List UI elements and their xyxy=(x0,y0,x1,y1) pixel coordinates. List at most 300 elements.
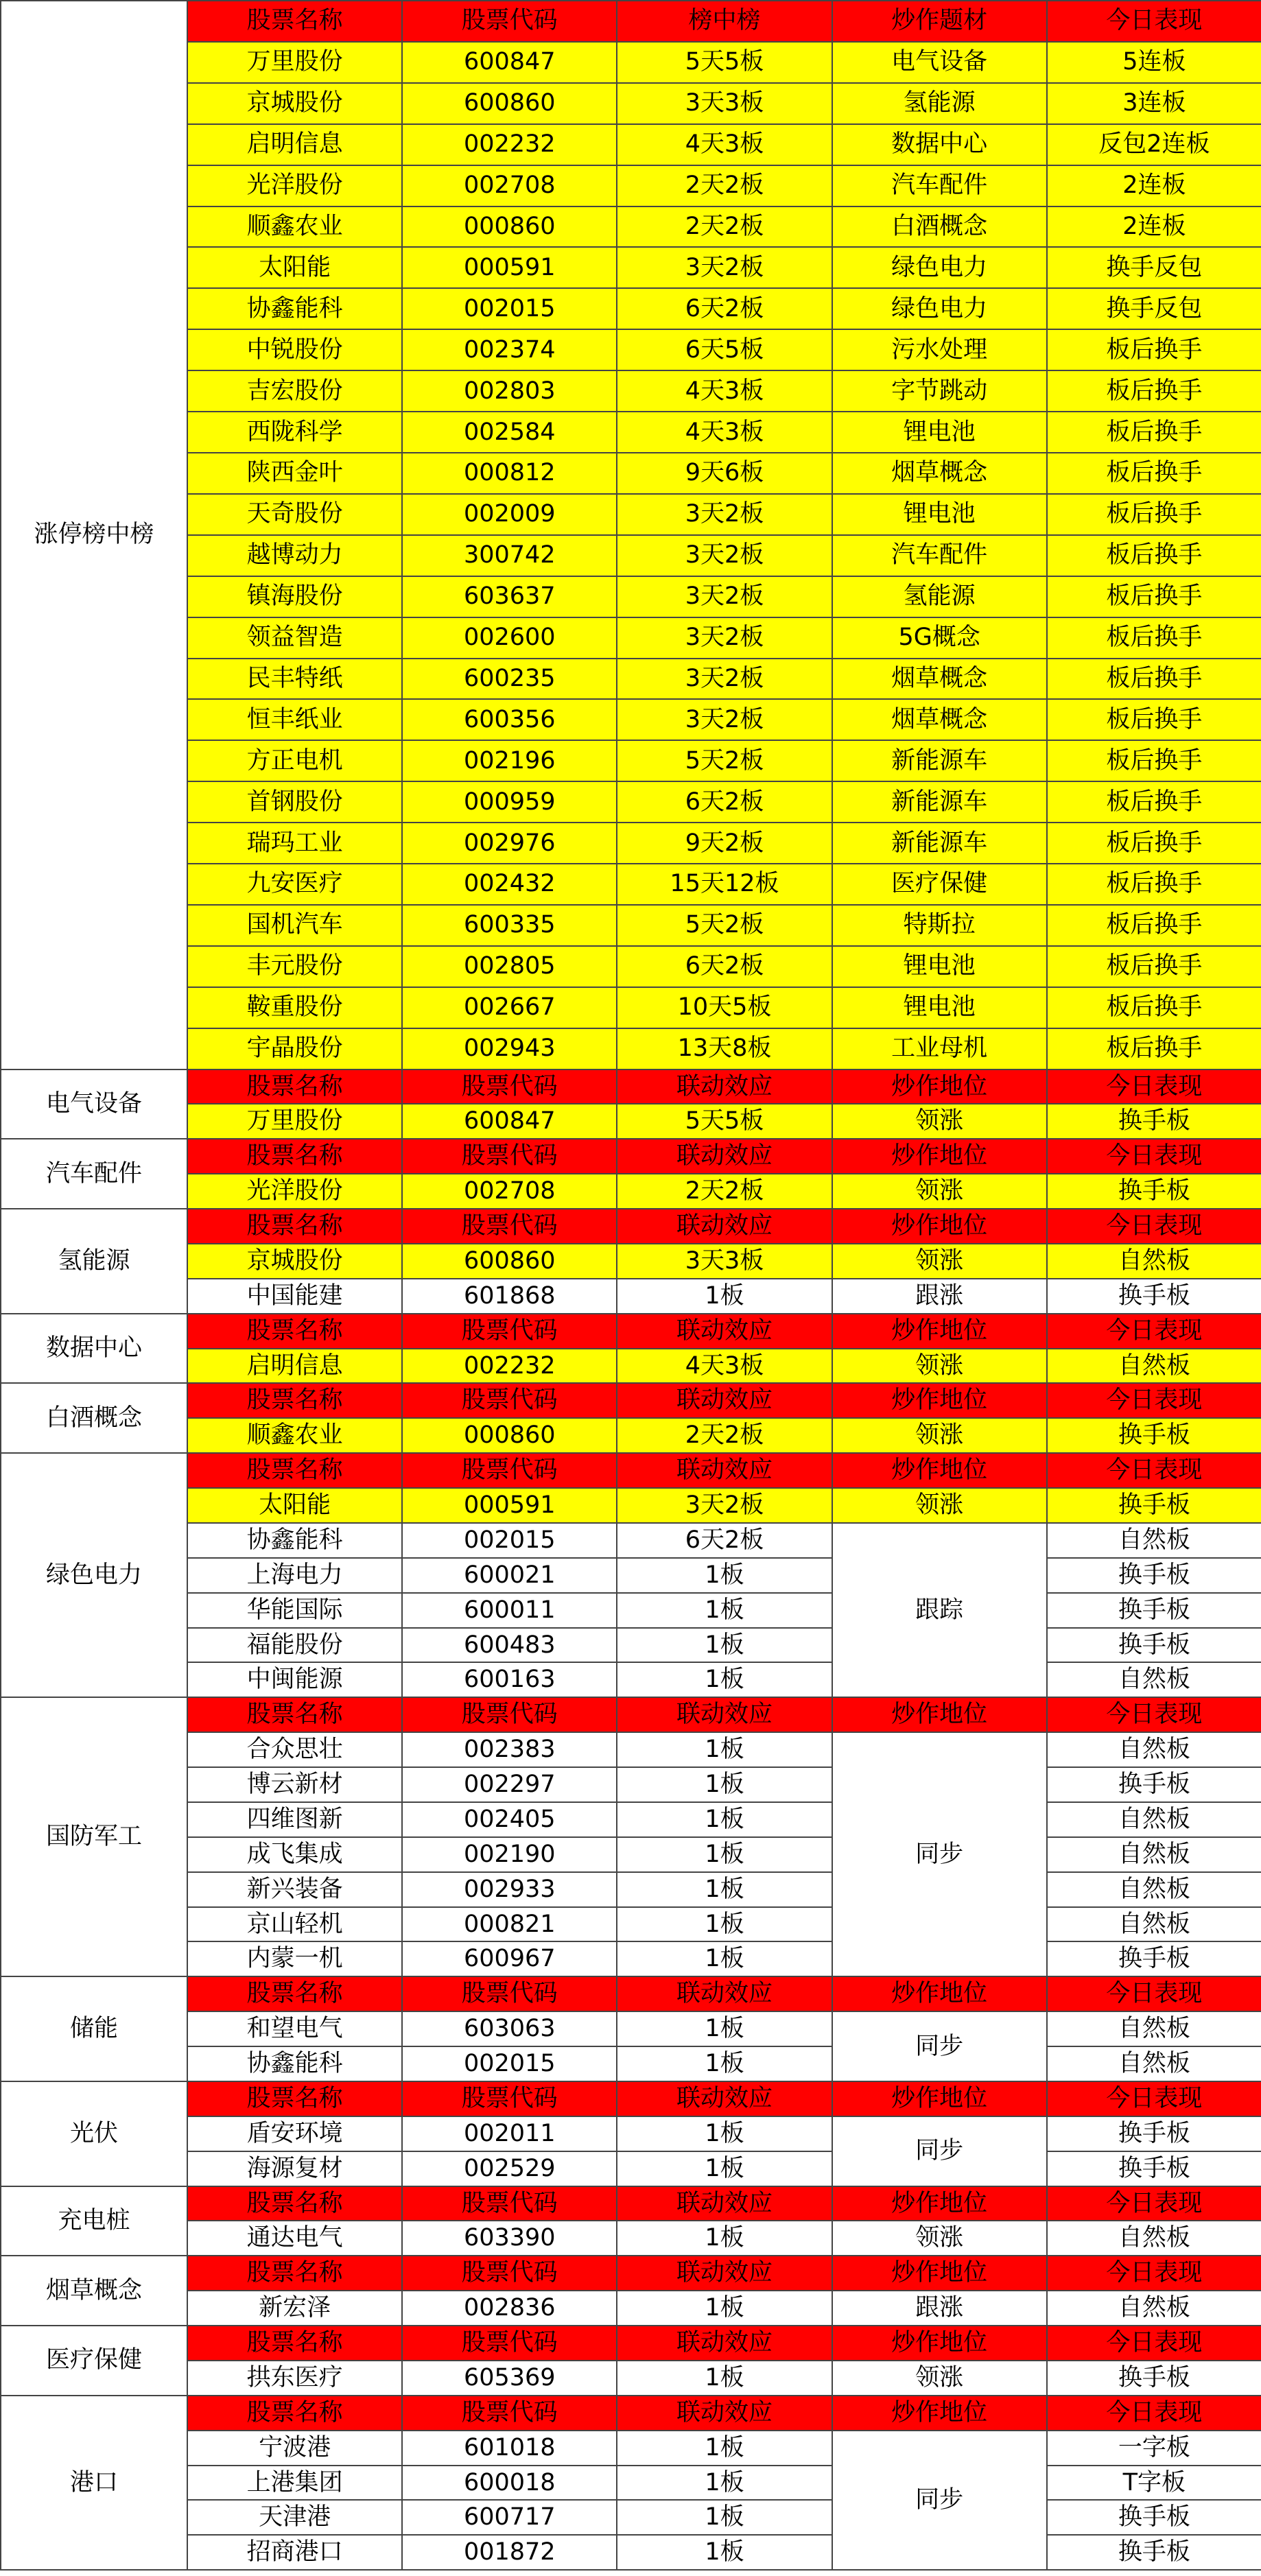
link-cell: 1板 xyxy=(617,2535,832,2570)
status-cell: 跟踪 xyxy=(832,1523,1047,1697)
status-cell: 领涨 xyxy=(832,1418,1047,1453)
link-cell: 6天2板 xyxy=(617,288,832,329)
today-cell: 板后换手 xyxy=(1047,781,1261,823)
link-cell: 3天2板 xyxy=(617,247,832,288)
stock-name-cell: 九安医疗 xyxy=(187,864,402,905)
today-cell: 自然板 xyxy=(1047,2046,1261,2081)
today-cell: 自然板 xyxy=(1047,1872,1261,1907)
stock-code-cell: 002009 xyxy=(402,494,617,535)
today-cell: 换手反包 xyxy=(1047,288,1261,329)
stock-name-cell: 启明信息 xyxy=(187,124,402,165)
stock-name-cell: 吉宏股份 xyxy=(187,370,402,412)
today-cell: 换手板 xyxy=(1047,2500,1261,2535)
stock-code-cell: 600847 xyxy=(402,1104,617,1139)
stock-code-cell: 603390 xyxy=(402,2221,617,2256)
sector-header-cell: 联动效应 xyxy=(617,1070,832,1104)
link-cell: 1板 xyxy=(617,2361,832,2396)
link-cell: 3天2板 xyxy=(617,1488,832,1523)
link-cell: 1板 xyxy=(617,2221,832,2256)
stock-code-cell: 300742 xyxy=(402,535,617,576)
sector-header-row xyxy=(1,1976,1261,2011)
today-cell: 换手板 xyxy=(1047,1418,1261,1453)
table-row xyxy=(1,1628,1261,1663)
table-row xyxy=(1,124,1261,165)
stock-code-cell: 600021 xyxy=(402,1558,617,1593)
table-row xyxy=(1,781,1261,823)
table-row xyxy=(1,412,1261,453)
stock-name-cell: 京城股份 xyxy=(187,1244,402,1279)
today-cell: 换手板 xyxy=(1047,1174,1261,1209)
table-row xyxy=(1,2046,1261,2081)
stock-name-cell: 博云新材 xyxy=(187,1767,402,1802)
link-cell: 1板 xyxy=(617,1907,832,1942)
stock-name-cell: 丰元股份 xyxy=(187,946,402,987)
link-cell: 1板 xyxy=(617,1593,832,1628)
sector-header-row xyxy=(1,1314,1261,1349)
table-row xyxy=(1,370,1261,412)
today-cell: 自然板 xyxy=(1047,1907,1261,1942)
stock-code-cell: 002708 xyxy=(402,1174,617,1209)
stock-name-cell: 招商港口 xyxy=(187,2535,402,2570)
today-cell: 5连板 xyxy=(1047,42,1261,83)
stock-code-cell: 002015 xyxy=(402,288,617,329)
stock-name-cell: 合众思壮 xyxy=(187,1732,402,1767)
stock-code-cell: 600163 xyxy=(402,1662,617,1697)
stock-code-cell: 002667 xyxy=(402,987,617,1028)
stock-name-cell: 鞍重股份 xyxy=(187,987,402,1028)
status-cell: 锂电池 xyxy=(832,987,1047,1028)
sector-header-cell: 今日表现 xyxy=(1047,2326,1261,2361)
table-row xyxy=(1,535,1261,576)
status-cell: 同步 xyxy=(832,2116,1047,2186)
table-row xyxy=(1,1279,1261,1314)
group-label: 充电桩 xyxy=(1,2186,187,2256)
sector-header-cell: 股票代码 xyxy=(402,1209,617,1244)
link-cell: 6天5板 xyxy=(617,329,832,370)
header-stock-code: 股票代码 xyxy=(402,1,617,42)
table-row xyxy=(1,617,1261,659)
status-cell: 字节跳动 xyxy=(832,370,1047,412)
stock-name-cell: 福能股份 xyxy=(187,1628,402,1663)
status-cell: 烟草概念 xyxy=(832,699,1047,740)
stock-name-cell: 太阳能 xyxy=(187,1488,402,1523)
sector-header-cell: 股票代码 xyxy=(402,1139,617,1174)
sector-header-cell: 今日表现 xyxy=(1047,1314,1261,1349)
stock-code-cell: 002803 xyxy=(402,370,617,412)
table-row xyxy=(1,2500,1261,2535)
stock-code-cell: 600018 xyxy=(402,2466,617,2501)
today-cell: 自然板 xyxy=(1047,1837,1261,1872)
sector-header-cell: 股票名称 xyxy=(187,1697,402,1732)
table-row xyxy=(1,1104,1261,1139)
link-cell: 5天2板 xyxy=(617,740,832,781)
link-cell: 3天2板 xyxy=(617,494,832,535)
group-label: 绿色电力 xyxy=(1,1453,187,1697)
stock-name-cell: 宁波港 xyxy=(187,2431,402,2466)
group-label: 港口 xyxy=(1,2396,187,2570)
sector-header-cell: 股票代码 xyxy=(402,2396,617,2431)
stock-code-cell: 002600 xyxy=(402,617,617,659)
sector-header-cell: 今日表现 xyxy=(1047,2186,1261,2221)
sector-header-cell: 炒作地位 xyxy=(832,1070,1047,1104)
sector-header-cell: 今日表现 xyxy=(1047,1070,1261,1104)
sector-header-row xyxy=(1,2186,1261,2221)
sector-header-cell: 联动效应 xyxy=(617,1383,832,1418)
status-cell: 氢能源 xyxy=(832,576,1047,617)
stock-code-cell: 002708 xyxy=(402,165,617,206)
stock-code-cell: 002374 xyxy=(402,329,617,370)
today-cell: T字板 xyxy=(1047,2466,1261,2501)
status-cell: 同步 xyxy=(832,2011,1047,2081)
status-cell: 领涨 xyxy=(832,1104,1047,1139)
stock-name-cell: 恒丰纸业 xyxy=(187,699,402,740)
stock-name-cell: 华能国际 xyxy=(187,1593,402,1628)
stock-name-cell: 四维图新 xyxy=(187,1802,402,1837)
stock-name-cell: 协鑫能科 xyxy=(187,2046,402,2081)
sector-header-cell: 今日表现 xyxy=(1047,1139,1261,1174)
stock-name-cell: 国机汽车 xyxy=(187,905,402,946)
status-cell: 锂电池 xyxy=(832,946,1047,987)
header-today: 今日表现 xyxy=(1047,1,1261,42)
table-row xyxy=(1,1662,1261,1697)
stock-name-cell: 天津港 xyxy=(187,2500,402,2535)
link-cell: 3天3板 xyxy=(617,1244,832,1279)
today-cell: 自然板 xyxy=(1047,2291,1261,2326)
stock-name-cell: 协鑫能科 xyxy=(187,1523,402,1558)
stock-code-cell: 002015 xyxy=(402,2046,617,2081)
sector-header-cell: 炒作地位 xyxy=(832,1314,1047,1349)
sector-header-cell: 股票代码 xyxy=(402,2186,617,2221)
today-cell: 2连板 xyxy=(1047,206,1261,248)
link-cell: 1板 xyxy=(617,1802,832,1837)
stock-name-cell: 宇晶股份 xyxy=(187,1028,402,1070)
stock-code-cell: 002836 xyxy=(402,2291,617,2326)
stock-code-cell: 601868 xyxy=(402,1279,617,1314)
table-row xyxy=(1,699,1261,740)
table-row xyxy=(1,494,1261,535)
sector-header-cell: 股票代码 xyxy=(402,2326,617,2361)
sector-header-cell: 联动效应 xyxy=(617,2256,832,2291)
status-cell: 绿色电力 xyxy=(832,247,1047,288)
link-cell: 4天3板 xyxy=(617,124,832,165)
link-cell: 4天3板 xyxy=(617,412,832,453)
sector-header-cell: 股票名称 xyxy=(187,1070,402,1104)
stock-code-cell: 000860 xyxy=(402,206,617,248)
stock-code-cell: 600860 xyxy=(402,1244,617,1279)
header-stock-name: 股票名称 xyxy=(187,1,402,42)
stock-code-cell: 002011 xyxy=(402,2116,617,2151)
status-cell: 医疗保健 xyxy=(832,864,1047,905)
today-cell: 自然板 xyxy=(1047,2221,1261,2256)
group-label: 白酒概念 xyxy=(1,1383,187,1453)
sector-header-cell: 今日表现 xyxy=(1047,2396,1261,2431)
link-cell: 4天3板 xyxy=(617,1349,832,1384)
table-row xyxy=(1,1558,1261,1593)
sector-header-cell: 股票名称 xyxy=(187,2081,402,2116)
today-cell: 换手板 xyxy=(1047,1279,1261,1314)
today-cell: 板后换手 xyxy=(1047,617,1261,659)
sector-header-cell: 股票名称 xyxy=(187,1976,402,2011)
stock-name-cell: 瑞玛工业 xyxy=(187,823,402,864)
sector-header-cell: 股票代码 xyxy=(402,1383,617,1418)
sector-header-cell: 股票代码 xyxy=(402,1314,617,1349)
today-cell: 换手板 xyxy=(1047,1558,1261,1593)
stock-code-cell: 000591 xyxy=(402,1488,617,1523)
sector-header-cell: 炒作地位 xyxy=(832,2186,1047,2221)
group-label: 国防军工 xyxy=(1,1697,187,1976)
table-row xyxy=(1,1028,1261,1070)
stock-code-cell: 603637 xyxy=(402,576,617,617)
link-cell: 3天2板 xyxy=(617,699,832,740)
stock-code-cell: 002383 xyxy=(402,1732,617,1767)
sector-header-cell: 炒作地位 xyxy=(832,1209,1047,1244)
stock-code-cell: 002232 xyxy=(402,124,617,165)
today-cell: 板后换手 xyxy=(1047,823,1261,864)
sector-header-cell: 联动效应 xyxy=(617,1697,832,1732)
table-row xyxy=(1,864,1261,905)
table-row xyxy=(1,2221,1261,2256)
group-label: 数据中心 xyxy=(1,1314,187,1384)
sector-header-cell: 股票名称 xyxy=(187,2186,402,2221)
stock-name-cell: 京城股份 xyxy=(187,83,402,124)
stock-code-cell: 600967 xyxy=(402,1941,617,1976)
stock-name-cell: 首钢股份 xyxy=(187,781,402,823)
today-cell: 换手板 xyxy=(1047,1104,1261,1139)
table-row xyxy=(1,2011,1261,2046)
today-cell: 换手板 xyxy=(1047,1941,1261,1976)
sector-header-cell: 股票名称 xyxy=(187,1139,402,1174)
stock-code-cell: 001872 xyxy=(402,2535,617,2570)
sector-header-cell: 联动效应 xyxy=(617,1453,832,1488)
today-cell: 板后换手 xyxy=(1047,699,1261,740)
link-cell: 3天2板 xyxy=(617,617,832,659)
sector-header-row xyxy=(1,2081,1261,2116)
group-label: 氢能源 xyxy=(1,1209,187,1314)
sector-header-cell: 股票名称 xyxy=(187,2256,402,2291)
status-cell: 特斯拉 xyxy=(832,905,1047,946)
sector-header-cell: 联动效应 xyxy=(617,2081,832,2116)
stock-name-cell: 越博动力 xyxy=(187,535,402,576)
today-cell: 自然板 xyxy=(1047,1523,1261,1558)
status-cell: 烟草概念 xyxy=(832,659,1047,700)
sector-header-cell: 炒作地位 xyxy=(832,1697,1047,1732)
status-cell: 领涨 xyxy=(832,1174,1047,1209)
table-body xyxy=(1,1,1261,2570)
table-row xyxy=(1,1767,1261,1802)
sector-header-row xyxy=(1,1453,1261,1488)
sector-header-cell: 股票代码 xyxy=(402,1453,617,1488)
today-cell: 自然板 xyxy=(1047,1662,1261,1697)
table-row xyxy=(1,1802,1261,1837)
status-cell: 锂电池 xyxy=(832,494,1047,535)
link-cell: 3天2板 xyxy=(617,535,832,576)
stock-code-cell: 600483 xyxy=(402,1628,617,1663)
sector-header-cell: 炒作地位 xyxy=(832,2326,1047,2361)
stock-code-cell: 000959 xyxy=(402,781,617,823)
sector-header-cell: 联动效应 xyxy=(617,1139,832,1174)
table-row xyxy=(1,1244,1261,1279)
sector-header-cell: 联动效应 xyxy=(617,2326,832,2361)
table-row xyxy=(1,2466,1261,2501)
link-cell: 1板 xyxy=(617,1662,832,1697)
today-cell: 板后换手 xyxy=(1047,412,1261,453)
today-cell: 板后换手 xyxy=(1047,1028,1261,1070)
link-cell: 13天8板 xyxy=(617,1028,832,1070)
sector-header-cell: 今日表现 xyxy=(1047,1383,1261,1418)
sector-header-cell: 炒作地位 xyxy=(832,1453,1047,1488)
link-cell: 2天2板 xyxy=(617,165,832,206)
stock-code-cell: 002232 xyxy=(402,1349,617,1384)
sector-header-cell: 股票名称 xyxy=(187,1453,402,1488)
today-cell: 一字板 xyxy=(1047,2431,1261,2466)
stock-code-cell: 600235 xyxy=(402,659,617,700)
sector-header-cell: 股票名称 xyxy=(187,1209,402,1244)
table-row xyxy=(1,1907,1261,1942)
stock-code-cell: 600356 xyxy=(402,699,617,740)
sector-header-cell: 股票名称 xyxy=(187,2326,402,2361)
link-cell: 1板 xyxy=(617,2500,832,2535)
stock-name-cell: 光洋股份 xyxy=(187,1174,402,1209)
table-row xyxy=(1,2151,1261,2186)
today-cell: 板后换手 xyxy=(1047,329,1261,370)
status-cell: 工业母机 xyxy=(832,1028,1047,1070)
today-cell: 板后换手 xyxy=(1047,370,1261,412)
sector-header-cell: 今日表现 xyxy=(1047,1209,1261,1244)
table-row xyxy=(1,1837,1261,1872)
link-cell: 1板 xyxy=(617,2046,832,2081)
stock-name-cell: 启明信息 xyxy=(187,1349,402,1384)
sector-header-cell: 股票名称 xyxy=(187,1383,402,1418)
stock-name-cell: 西陇科学 xyxy=(187,412,402,453)
stock-code-cell: 600717 xyxy=(402,2500,617,2535)
status-cell: 跟涨 xyxy=(832,2291,1047,2326)
sector-header-row xyxy=(1,1209,1261,1244)
link-cell: 1板 xyxy=(617,1767,832,1802)
today-cell: 板后换手 xyxy=(1047,659,1261,700)
stock-name-cell: 镇海股份 xyxy=(187,576,402,617)
link-cell: 1板 xyxy=(617,2431,832,2466)
today-cell: 换手板 xyxy=(1047,1767,1261,1802)
stock-name-cell: 太阳能 xyxy=(187,247,402,288)
table-row xyxy=(1,987,1261,1028)
link-cell: 1板 xyxy=(617,1628,832,1663)
stock-code-cell: 600011 xyxy=(402,1593,617,1628)
table-row xyxy=(1,42,1261,83)
stock-name-cell: 内蒙一机 xyxy=(187,1941,402,1976)
link-cell: 1板 xyxy=(617,2291,832,2326)
stock-name-cell: 中闽能源 xyxy=(187,1662,402,1697)
today-cell: 自然板 xyxy=(1047,1732,1261,1767)
group-label: 医疗保健 xyxy=(1,2326,187,2396)
link-cell: 9天2板 xyxy=(617,823,832,864)
sector-header-cell: 股票代码 xyxy=(402,2256,617,2291)
today-cell: 板后换手 xyxy=(1047,535,1261,576)
sector-header-cell: 今日表现 xyxy=(1047,2081,1261,2116)
status-cell: 汽车配件 xyxy=(832,535,1047,576)
stock-code-cell: 000821 xyxy=(402,1907,617,1942)
table-row xyxy=(1,1732,1261,1767)
sector-header-row xyxy=(1,1139,1261,1174)
today-cell: 换手板 xyxy=(1047,2361,1261,2396)
today-cell: 换手板 xyxy=(1047,2535,1261,2570)
link-cell: 3天2板 xyxy=(617,576,832,617)
stock-name-cell: 新兴装备 xyxy=(187,1872,402,1907)
stock-code-cell: 002190 xyxy=(402,1837,617,1872)
sector-header-cell: 炒作地位 xyxy=(832,1139,1047,1174)
table-row xyxy=(1,1593,1261,1628)
today-cell: 2连板 xyxy=(1047,165,1261,206)
sector-header-row xyxy=(1,2396,1261,2431)
today-cell: 换手板 xyxy=(1047,2116,1261,2151)
stock-name-cell: 民丰特纸 xyxy=(187,659,402,700)
sector-header-cell: 今日表现 xyxy=(1047,1976,1261,2011)
link-cell: 10天5板 xyxy=(617,987,832,1028)
group-label: 电气设备 xyxy=(1,1070,187,1139)
stock-code-cell: 002297 xyxy=(402,1767,617,1802)
status-cell: 新能源车 xyxy=(832,781,1047,823)
group-label: 烟草概念 xyxy=(1,2256,187,2326)
link-cell: 1板 xyxy=(617,2116,832,2151)
stock-code-cell: 600860 xyxy=(402,83,617,124)
today-cell: 换手反包 xyxy=(1047,247,1261,288)
stock-name-cell: 拱东医疗 xyxy=(187,2361,402,2396)
today-cell: 板后换手 xyxy=(1047,576,1261,617)
stock-name-cell: 陕西金叶 xyxy=(187,453,402,494)
sector-header-cell: 今日表现 xyxy=(1047,1453,1261,1488)
stock-code-cell: 002584 xyxy=(402,412,617,453)
status-cell: 领涨 xyxy=(832,1349,1047,1384)
status-cell: 白酒概念 xyxy=(832,206,1047,248)
sector-header-cell: 股票名称 xyxy=(187,2396,402,2431)
sector-header-cell: 联动效应 xyxy=(617,2396,832,2431)
today-cell: 换手板 xyxy=(1047,1628,1261,1663)
stock-name-cell: 光洋股份 xyxy=(187,165,402,206)
stock-code-cell: 002405 xyxy=(402,1802,617,1837)
table-row xyxy=(1,1488,1261,1523)
today-cell: 板后换手 xyxy=(1047,987,1261,1028)
stock-code-cell: 002529 xyxy=(402,2151,617,2186)
status-cell: 烟草概念 xyxy=(832,453,1047,494)
stock-name-cell: 顺鑫农业 xyxy=(187,206,402,248)
today-cell: 换手板 xyxy=(1047,1593,1261,1628)
status-cell: 领涨 xyxy=(832,2361,1047,2396)
link-cell: 1板 xyxy=(617,2011,832,2046)
sector-header-cell: 股票代码 xyxy=(402,1976,617,2011)
table-row xyxy=(1,1418,1261,1453)
today-cell: 板后换手 xyxy=(1047,905,1261,946)
status-cell: 同步 xyxy=(832,1732,1047,1976)
sector-header-cell: 今日表现 xyxy=(1047,2256,1261,2291)
stock-name-cell: 上港集团 xyxy=(187,2466,402,2501)
sector-header-cell: 炒作地位 xyxy=(832,2396,1047,2431)
stock-code-cell: 002976 xyxy=(402,823,617,864)
table-row xyxy=(1,453,1261,494)
sector-header-cell: 股票代码 xyxy=(402,1070,617,1104)
table-row xyxy=(1,1174,1261,1209)
link-cell: 6天2板 xyxy=(617,946,832,987)
today-cell: 板后换手 xyxy=(1047,946,1261,987)
today-cell: 3连板 xyxy=(1047,83,1261,124)
status-cell: 数据中心 xyxy=(832,124,1047,165)
today-cell: 板后换手 xyxy=(1047,864,1261,905)
group-label: 汽车配件 xyxy=(1,1139,187,1209)
sector-header-row xyxy=(1,2256,1261,2291)
today-cell: 换手板 xyxy=(1047,1488,1261,1523)
link-cell: 2天2板 xyxy=(617,1418,832,1453)
table-row xyxy=(1,329,1261,370)
stock-name-cell: 通达电气 xyxy=(187,2221,402,2256)
link-cell: 1板 xyxy=(617,2466,832,2501)
